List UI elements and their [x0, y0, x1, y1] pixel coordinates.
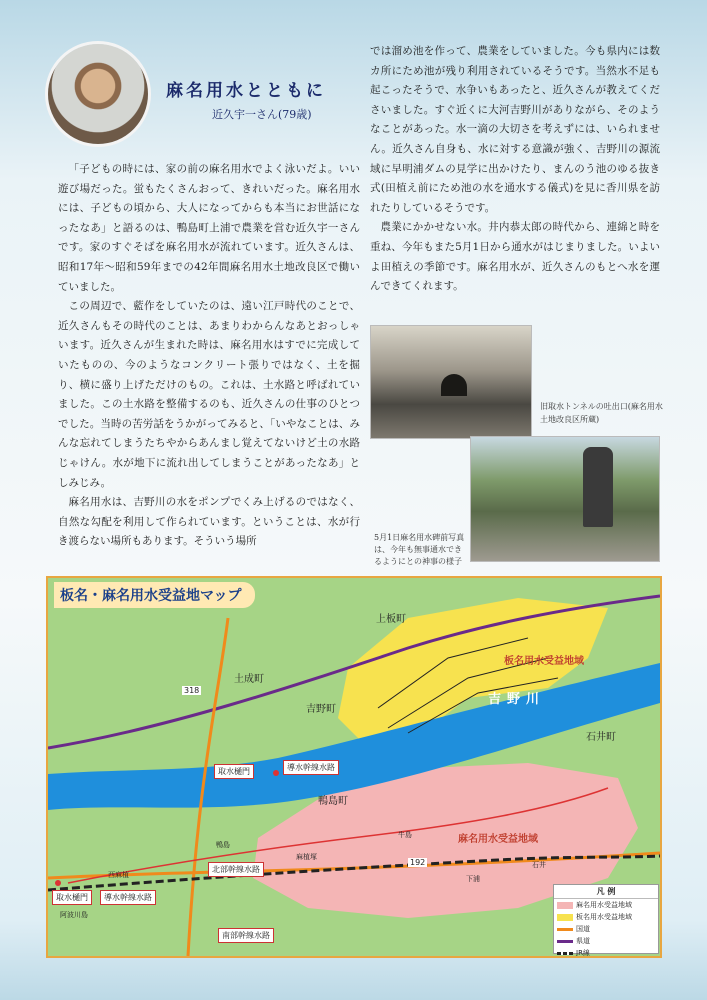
place-yoshino: 吉野町 — [306, 704, 336, 715]
right-column — [370, 42, 660, 297]
main-canal-tag: 導水幹線水路 — [283, 760, 339, 775]
main-canal-tag: 導水幹線水路 — [100, 890, 156, 905]
station-label: 牛島 — [398, 831, 412, 839]
legend-row — [554, 947, 658, 958]
ceremony-caption: 5月1日麻名用水碑前写真は、今年も無事通水できるようにとの神事の様子 — [374, 533, 465, 566]
article-title: 麻名用水とともに — [166, 81, 326, 101]
place-kamojima: 鴨島町 — [318, 796, 348, 807]
map-title: 板名・麻名用水受益地マップ — [54, 582, 255, 608]
left-column — [58, 160, 360, 552]
legend-row — [554, 911, 658, 923]
station-label: 西麻植 — [108, 871, 129, 879]
place-donari: 土成町 — [234, 674, 264, 685]
legend-jr: JR線 — [576, 949, 590, 957]
station-label: 阿波川島 — [60, 911, 88, 919]
intake-gate-marker — [55, 880, 61, 886]
ceremony-photo — [470, 436, 660, 562]
intake-gate-tag: 取水樋門 — [214, 764, 254, 779]
legend-row — [554, 935, 658, 947]
intake-gate-tag: 取水樋門 — [52, 890, 92, 905]
legend-heading: 凡 例 — [554, 885, 658, 899]
station-label: 鴨島 — [216, 841, 230, 849]
legend-road: 国道 — [576, 925, 590, 933]
asana-area-label: 麻名用水受益地域 — [458, 834, 538, 845]
benefit-area-map — [46, 576, 662, 958]
legend-row — [554, 923, 658, 935]
legend-asana: 麻名用水受益地域 — [576, 901, 632, 909]
station-label: 石井 — [532, 861, 546, 869]
river-label: 吉野川 — [488, 692, 546, 707]
legend-itana: 板名用水受益地域 — [576, 913, 632, 921]
paragraph: この周辺で、藍作をしていたのは、遠い江戸時代のことで、近久さんもその時代のことは、あまりわからんなあとおっしゃいます。近久さんが生まれた時は、麻名用水はすでに完成していたものの、今のようなコンクリート張りではなく、土を掘り、横に盛り上げただけのもの。これは、土水路と呼ばれていました。この土水路を整備するのも、近久さんの仕事のひとつでした。当時の苦労話をうかがってみると、「いやなことは、みんな忘れてしまうたちやからあんまし覚えてないけど土の水路じゃけん。水が地下に流れ出してしまうことがあったなあ」としみじみ。 — [58, 300, 360, 489]
route-318-badge: 318 — [184, 686, 200, 695]
legend-pref-road: 県道 — [576, 937, 590, 945]
station-label: 麻植塚 — [296, 853, 317, 861]
tunnel-caption: 旧取水トンネルの吐出口(麻名用水土地改良区所蔵) — [540, 402, 663, 424]
itana-area-label: 板名用水受益地域 — [504, 656, 584, 667]
paragraph: 麻名用水は、吉野川の水をポンプでくみ上げるのではなく、自然な勾配を利用して作られています。ということは、水が行き渡らない場所もあります。そういう場所 — [58, 496, 360, 548]
south-canal-tag: 南部幹線水路 — [218, 928, 274, 943]
monument — [583, 447, 613, 527]
portrait-photo — [48, 44, 148, 144]
paragraph: 農業にかかせない水。井内恭太郎の時代から、連綿と時を重ね、今年もまた5月1日から通水がはじまりました。いよいよ田植えの季節です。麻名用水が、近久さんのもとへ水を運んできてくれます。 — [370, 221, 660, 293]
map-legend — [553, 884, 659, 957]
place-kamiita: 上板町 — [376, 614, 406, 625]
legend-row — [554, 899, 658, 911]
station-label: 下浦 — [466, 875, 480, 883]
place-ishii: 石井町 — [586, 732, 616, 743]
tunnel-photo — [370, 325, 532, 439]
paragraph: では溜め池を作って、農業をしていました。今も県内には数カ所にため池が残り利用されているそうです。当然水不足も起こったそうで、水争いもあったと、近久さんが教えてくださいました。すぐ近くに大河吉野川がありながら、そのようなことがあった。水一滴の大切さを考えずには、いられません。近久さん自身も、水に対する意識が強く、吉野川の源流域に早明浦ダムの見学に出かけたり、まんのう池のゆる抜き式(田植え前にため池の水を通水する儀式)を見に香川県を訪れたりしているそうです。 — [370, 45, 660, 214]
north-canal-tag: 北部幹線水路 — [208, 862, 264, 877]
intake-gate-marker — [273, 770, 279, 776]
paragraph: 「子どもの時には、家の前の麻名用水でよく泳いだよ。いい遊び場だった。蛍もたくさんおって、きれいだった。麻名用水には、子どもの頃から、大人になってからも本当にお世話になったなあ」と語るのは、鴨島町上浦で農業を営む近久宇一さんです。家のすぐそばを麻名用水が流れています。近久さんは、昭和17年〜昭和59年までの42年間麻名用水土地改良区で働いていました。 — [58, 163, 360, 293]
tunnel-arch — [441, 374, 467, 396]
article-byline: 近久宇一さん(79歳) — [212, 108, 312, 121]
route-192-badge: 192 — [410, 858, 426, 867]
